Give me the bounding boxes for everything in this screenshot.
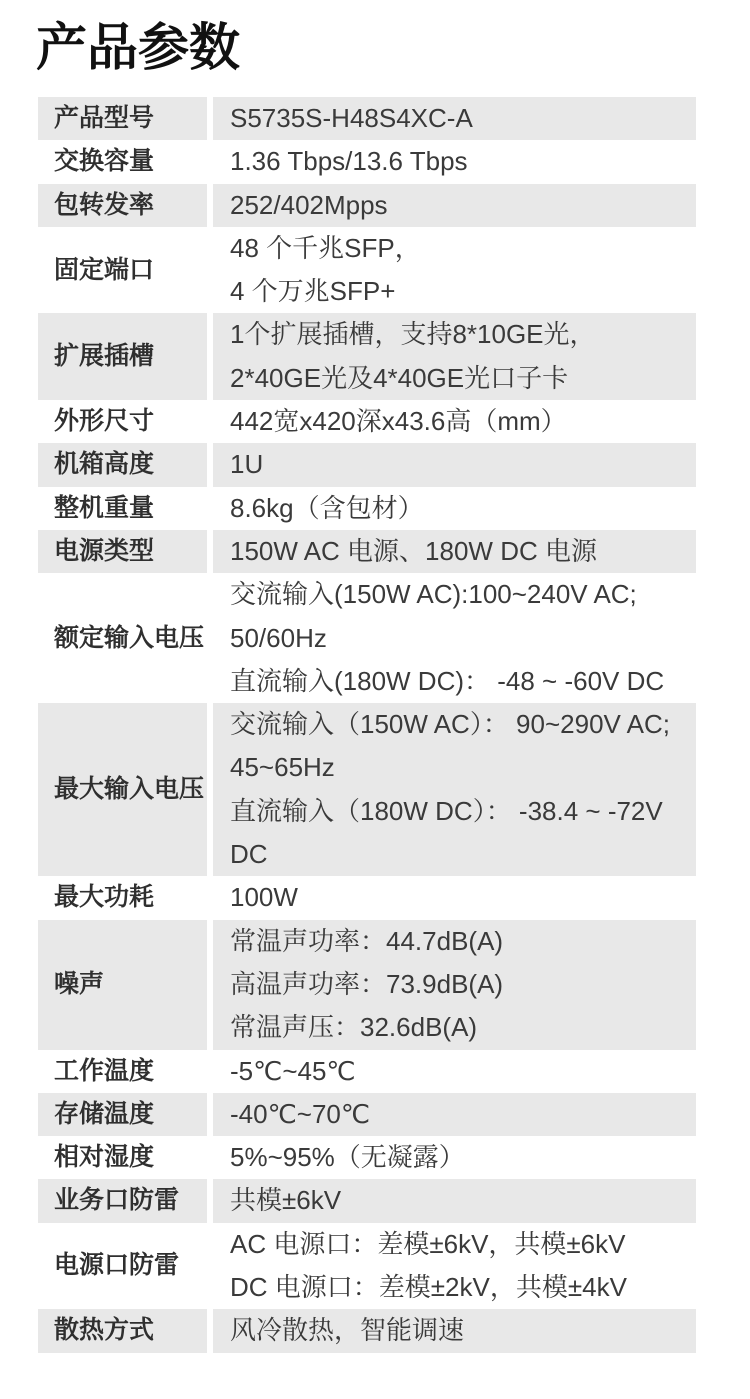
spec-value xyxy=(213,1050,696,1093)
spec-row xyxy=(38,920,696,1050)
spec-value xyxy=(213,313,696,400)
spec-value-line: 150W AC 电源、180W DC 电源 xyxy=(230,535,597,566)
spec-value-line: DC 电源口：差模±2kV，共模±4kV xyxy=(230,1272,627,1303)
spec-value-line: 1U xyxy=(230,449,264,480)
spec-value-line: 常温声功率：44.7dB(A) xyxy=(230,925,504,956)
spec-value-line: 45~65Hz xyxy=(230,752,335,783)
spec-value xyxy=(213,920,696,1050)
spec-value xyxy=(213,184,696,227)
spec-value-line: 1.36 Tbps/13.6 Tbps xyxy=(230,146,468,177)
spec-value-line: 48 个千兆SFP， xyxy=(230,232,421,263)
spec-value xyxy=(213,1223,696,1310)
spec-value xyxy=(213,1179,696,1222)
spec-label: 散热方式 xyxy=(38,1309,207,1352)
spec-table xyxy=(38,97,696,1353)
spec-value xyxy=(213,1309,696,1352)
spec-value-line: 8.6kg（含包材） xyxy=(230,492,424,523)
spec-row xyxy=(38,184,696,227)
spec-label: 最大功耗 xyxy=(54,883,155,912)
spec-row xyxy=(38,313,696,400)
spec-row xyxy=(38,1223,696,1310)
spec-value xyxy=(213,97,696,140)
spec-row xyxy=(38,97,696,140)
spec-label: 整机重量 xyxy=(54,493,155,522)
spec-label: 最大输入电压 xyxy=(38,703,207,876)
spec-value-line: S5735S-H48S4XC-A xyxy=(230,103,473,133)
spec-label: 电源类型 xyxy=(38,530,207,573)
spec-value-line: 交流输入(150W AC):100~240V AC; xyxy=(230,579,637,610)
spec-value-line: 共模±6kV xyxy=(230,1185,342,1216)
spec-value-line: 2*40GE光及4*40GE光口子卡 xyxy=(230,362,569,393)
spec-label: 存储温度 xyxy=(38,1093,207,1136)
spec-value-line: 风冷散热，智能调速 xyxy=(230,1315,465,1346)
spec-row xyxy=(38,400,696,443)
spec-value-line: -40℃~70℃ xyxy=(230,1098,371,1129)
spec-value-line: DC xyxy=(230,839,268,870)
spec-row xyxy=(38,1136,696,1179)
spec-value xyxy=(213,227,696,314)
spec-label: 电源口防雷 xyxy=(54,1251,180,1280)
spec-label: 机箱高度 xyxy=(38,443,207,486)
spec-label: 业务口防雷 xyxy=(38,1179,207,1222)
page-title: 产品参数 xyxy=(36,19,241,76)
spec-row xyxy=(38,227,696,314)
spec-label: 产品型号 xyxy=(38,97,207,140)
spec-value-line: AC 电源口：差模±6kV，共模±6kV xyxy=(230,1228,626,1259)
spec-row xyxy=(38,573,696,703)
spec-value-line: 4 个万兆SFP+ xyxy=(230,276,396,307)
spec-value xyxy=(213,876,696,919)
spec-row xyxy=(38,1179,696,1222)
spec-value xyxy=(213,530,696,573)
spec-label: 额定输入电压 xyxy=(54,623,205,652)
spec-value xyxy=(213,1136,696,1179)
spec-label: 交换容量 xyxy=(54,147,155,176)
spec-value-line: -5℃~45℃ xyxy=(230,1055,356,1086)
spec-label: 噪声 xyxy=(38,920,207,1050)
spec-row xyxy=(38,140,696,183)
spec-value-line: 1个扩展插槽，支持8*10GE光， xyxy=(230,319,596,350)
spec-row xyxy=(38,1309,696,1352)
spec-value-line: 直流输入(180W DC)： -48 ~ -60V DC xyxy=(230,665,665,696)
spec-value-line: 高温声功率：73.9dB(A) xyxy=(230,968,504,999)
spec-value xyxy=(213,400,696,443)
spec-value-line: 交流输入（150W AC）： 90~290V AC; xyxy=(230,709,671,740)
spec-value-line: 100W xyxy=(230,882,298,913)
spec-value-line: 5%~95%（无凝露） xyxy=(230,1142,465,1173)
spec-value xyxy=(213,487,696,530)
spec-value-line: 442宽x420深x43.6高（mm） xyxy=(230,406,567,437)
spec-label: 包转发率 xyxy=(38,184,207,227)
spec-label: 外形尺寸 xyxy=(54,407,155,436)
spec-value-line: 常温声压：32.6dB(A) xyxy=(230,1012,478,1043)
spec-row xyxy=(38,703,696,876)
spec-value xyxy=(213,573,696,703)
spec-label: 相对湿度 xyxy=(54,1143,155,1172)
spec-value xyxy=(213,1093,696,1136)
spec-row xyxy=(38,876,696,919)
spec-label: 固定端口 xyxy=(54,255,155,284)
spec-value xyxy=(213,703,696,876)
spec-label: 工作温度 xyxy=(54,1056,155,1085)
spec-row xyxy=(38,1093,696,1136)
spec-row xyxy=(38,443,696,486)
spec-value-line: 50/60Hz xyxy=(230,622,327,653)
spec-row xyxy=(38,1050,696,1093)
spec-value-line: 直流输入（180W DC）： -38.4 ~ -72V xyxy=(230,795,663,826)
spec-row xyxy=(38,530,696,573)
spec-value xyxy=(213,443,696,486)
spec-value xyxy=(213,140,696,183)
spec-row xyxy=(38,487,696,530)
spec-value-line: 252/402Mpps xyxy=(230,189,388,220)
spec-label: 扩展插槽 xyxy=(38,313,207,400)
